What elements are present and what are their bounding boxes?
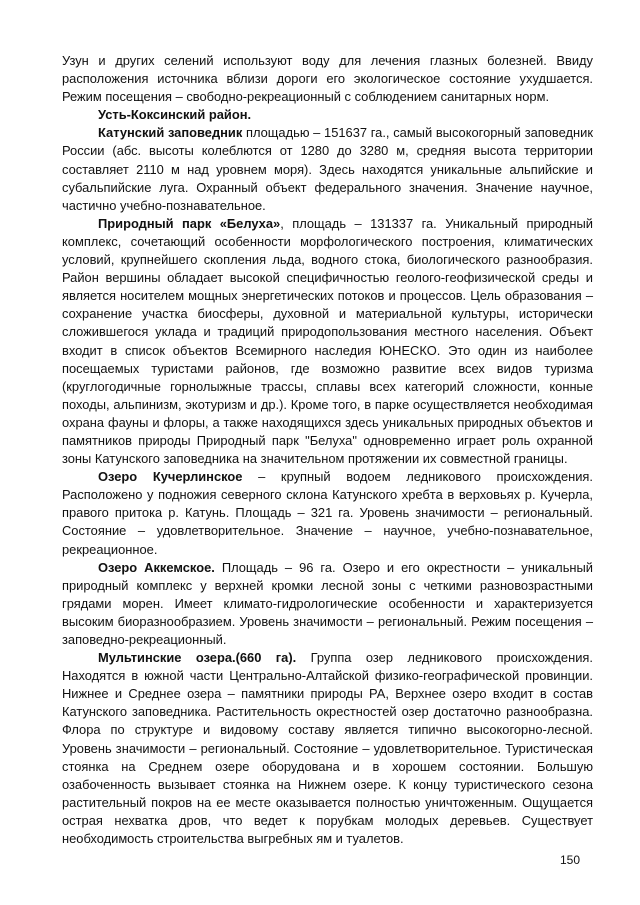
paragraph-text: Площадь – 96 га. Озеро и его окрестности – уникальный природный комплекс у верхней кромки лесной зоны с четкими разновозрастными грядами морен. Имеет климато-гидрологические особенности и характеризуется высоким биоразнообразием. Уровень значимости – региональный. Режим посещения – заповедно-рекреационный. <box>62 559 593 647</box>
paragraph-continuation <box>62 52 593 106</box>
paragraph-title: Озеро Аккемское. <box>98 559 215 575</box>
paragraph-text: – крупный водоем ледникового происхождения. Расположено у подножия северного склона Катунского хребта в верховьях р. Кучерла, правого притока р. Катунь. Площадь – 321 га. Уровень значимости – региональный. Состояние – удовлетворительное. Значение – научное, учебно-познавательное, рекреационное. <box>62 469 593 557</box>
paragraph-title: Катунский заповедник <box>98 125 243 141</box>
paragraph-title: Природный парк «Белуха» <box>98 215 281 231</box>
paragraph-multinskie-lakes <box>62 649 593 848</box>
paragraph-belukha-park <box>62 215 593 468</box>
paragraph-lake-kucherlinskoe <box>62 468 593 558</box>
paragraph-title: Озеро Кучерлинское <box>98 469 243 485</box>
paragraph-text: Группа озер ледникового происхождения. Находятся в южной части Центрально-Алтайской физико-географической провинции. Нижнее и Среднее озера – памятники природы РА, Верхнее озеро входит в состав Катунского заповедника. Растительность окрестностей озер достаточно разнообразна. Флора по структуре и видовому составу является типично высокогорно-лесной. Уровень значимости – региональный. Состояние – удовлетворительное. Туристическая стоянка на Среднем озере оборудована и в хорошем состоянии. Большую озабоченность вызывает стоянка на Нижнем озере. К концу туристического сезона растительный покров на ее месте оказывается полностью уничтоженным. Ощущается острая нехватка дров, что ведет к порубкам молодых деревьев. Существует необходимость строительства выгребных ям и туалетов. <box>62 650 593 847</box>
heading-text: Усть-Коксинский район. <box>98 107 252 123</box>
paragraph-lake-akkemskoe <box>62 559 593 649</box>
district-heading <box>62 106 593 124</box>
paragraph-text: Узун и других селений используют воду для лечения глазных болезней. Ввиду расположения источника вблизи дороги его экологическое состояние ухудшается. Режим посещения – свободно-рекреационный с соблюдением санитарных норм. <box>62 53 593 105</box>
paragraph-katunsky-reserve <box>62 124 593 214</box>
paragraph-text: площадью – 151637 га., самый высокогорный заповедник России (абс. высоты колеблются от 1280 до 3280 м, средняя высота территории составляет 2110 м над уровнем моря). Здесь находятся уникальные альпийские и субальпийские луга. Охранный объект федерального значения. Значение научное, частично учебно-познавательное. <box>62 125 593 213</box>
paragraph-title: Мультинские озера.(660 га). <box>98 650 297 666</box>
document-page <box>62 52 593 848</box>
page-number: 150 <box>560 853 581 867</box>
paragraph-text: , площадь – 131337 га. Уникальный природный комплекс, сочетающий особенности морфологического построения, климатических условий, крупнейшего скопления льда, водного стока, биологического разнообразия. Район вершины обладает высокой специфичностью геолого-геофизической среды и является носителем мощных энергетических потоков и процессов. Цель образования – сохранение участка биосферы, духовной и материальной культуры, исторически сложившегося уклада и традиций природопользования местного населения. Объект входит в список объектов Всемирного наследия ЮНЕСКО. Это один из наиболее посещаемых туристами районов, где возможно развитие всех видов туризма (круглогодичные горнолыжные трассы, сплавы всех категорий сложности, конные походы, альпинизм, экотуризм и др.). Кроме того, в парке осуществляется необходимая охрана фауны и флоры, а также находящихся здесь уникальных природных объектов и памятников природы Природный парк "Белуха" одновременно играет роль охранной зоны Катунского заповедника на значительном протяжении их совместной границы. <box>62 215 593 467</box>
